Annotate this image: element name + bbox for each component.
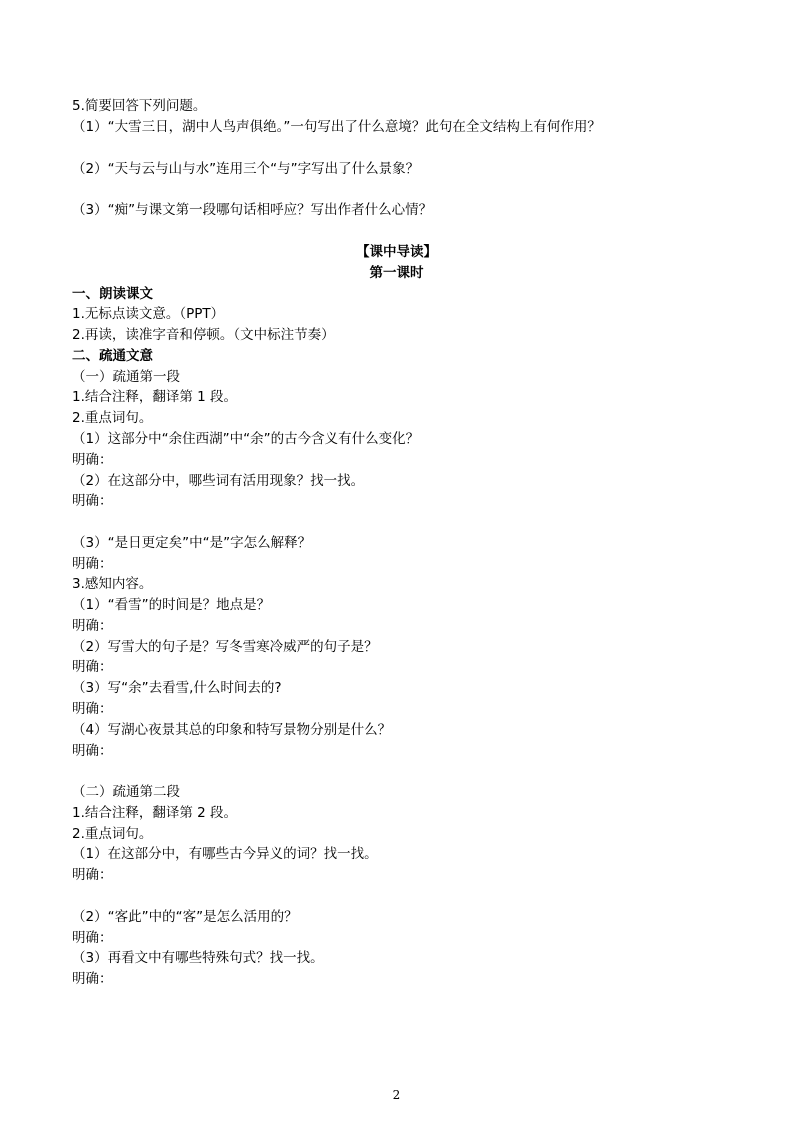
- subsection-2-question-3: （3）再看文中有哪些特殊句式？找一找。: [72, 950, 324, 966]
- subsection-2-question-1: （1）在这部分中，有哪些古今异义的词？找一找。: [72, 846, 378, 862]
- answer-label: 明确：: [72, 971, 113, 987]
- subsection-1-item-2: 2.重点词句。: [72, 410, 153, 426]
- subsection-2-item-2: 2.重点词句。: [72, 826, 153, 842]
- part-1-heading: 一、朗读课文: [72, 286, 153, 302]
- part-1-item-1: 1.无标点读文意。（PPT）: [72, 306, 225, 322]
- answer-label: 明确：: [72, 701, 113, 717]
- part-1-item-2: 2.再读，读准字音和停顿。（文中标注节奏）: [72, 327, 335, 343]
- content-question-3: （3）写“余”去看雪,什么时间去的?: [72, 680, 282, 696]
- answer-label: 明确：: [72, 743, 113, 759]
- lesson-title: 第一课时: [369, 265, 424, 281]
- content-question-2: （2）写雪大的句子是？写冬雪寒冷威严的句子是？: [72, 639, 378, 655]
- content-question-1: （1）“看雪”的时间是？地点是？: [72, 597, 271, 613]
- subsection-1-question-3: （3）“是日更定矣”中“是”字怎么解释？: [72, 535, 312, 551]
- subsection-2-heading: （二）疏通第二段: [72, 784, 180, 800]
- answer-label: 明确：: [72, 867, 113, 883]
- question-5-1: （1）“大雪三日，湖中人鸟声俱绝。”一句写出了什么意境？此句在全文结构上有何作用？: [72, 119, 601, 135]
- subsection-1-item-1: 1.结合注释，翻译第 1 段。: [72, 389, 238, 405]
- question-5-title: 5.简要回答下列问题。: [72, 98, 207, 114]
- subsection-1-heading: （一）疏通第一段: [72, 369, 180, 385]
- section-title: 【课中导读】: [356, 244, 437, 260]
- subsection-1-item-3: 3.感知内容。: [72, 576, 153, 592]
- question-5-3: （3）“痴”与课文第一段哪句话相呼应？写出作者什么心情？: [72, 202, 433, 218]
- part-2-heading: 二、疏通文意: [72, 348, 153, 364]
- page-number: 2: [392, 1088, 401, 1102]
- subsection-2-item-1: 1.结合注释，翻译第 2 段。: [72, 805, 238, 821]
- answer-label: 明确：: [72, 556, 113, 572]
- question-5-2: （2）“天与云与山与水”连用三个“与”字写出了什么景象？: [72, 161, 420, 177]
- subsection-1-question-2: （2）在这部分中，哪些词有活用现象？找一找。: [72, 473, 365, 489]
- answer-label: 明确：: [72, 493, 113, 509]
- subsection-2-question-2: （2）“客此”中的“客”是怎么活用的？: [72, 909, 298, 925]
- answer-label: 明确：: [72, 930, 113, 946]
- subsection-1-question-1: （1）这部分中“余住西湖”中“余”的古今含义有什么变化？: [72, 431, 420, 447]
- content-question-4: （4）写湖心夜景其总的印象和特写景物分别是什么？: [72, 722, 392, 738]
- answer-label: 明确：: [72, 452, 113, 468]
- answer-label: 明确：: [72, 659, 113, 675]
- answer-label: 明确：: [72, 618, 113, 634]
